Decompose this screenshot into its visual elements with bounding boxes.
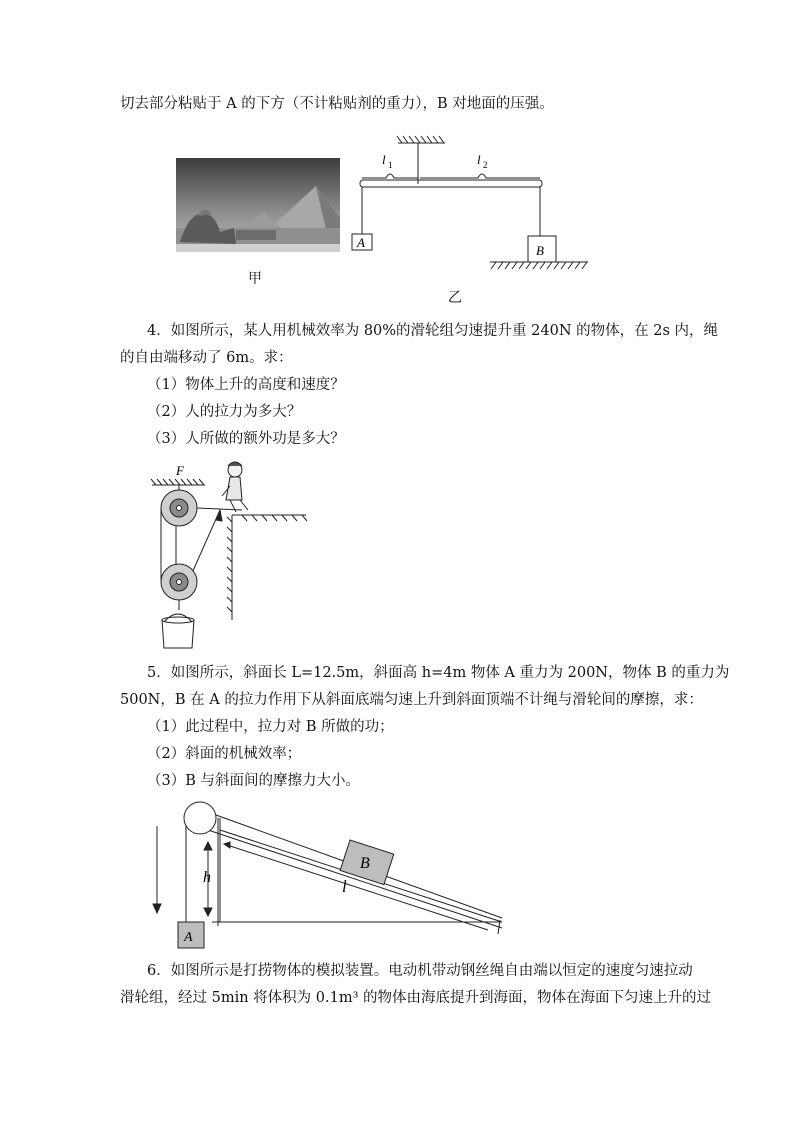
q5-part-1: （1）此过程中，拉力对 B 所做的功；: [147, 719, 394, 735]
pyramid-photo: [176, 158, 340, 252]
intro-line: 切去部分粘贴于 A 的下方（不计粘贴剂的重力），B 对地面的压强。: [120, 96, 554, 112]
label-A: A: [357, 235, 365, 250]
label-l2: l: [477, 152, 481, 167]
label-l2-sub: 2: [483, 160, 488, 170]
q5-stem-line2: 500N，B 在 A 的拉力作用下从斜面底端匀速上升到斜面顶端不计绳与滑轮间的摩擦，求：: [120, 692, 703, 708]
q6-stem-line2: 滑轮组，经过 5min 将体积为 0.1m³ 的物体由海底提升到海面，物体在海面下匀速上升的过: [120, 990, 712, 1006]
label-B: B: [536, 243, 544, 258]
incline-label-l: l: [342, 877, 347, 896]
photo-caption: 甲: [248, 271, 262, 287]
q5-part-3: （3）B 与斜面间的摩擦力大小。: [147, 773, 360, 789]
label-l1: l: [382, 152, 386, 167]
q4-part-3: （3）人所做的额外功是多大？: [147, 431, 345, 447]
incline-label-A: A: [184, 930, 193, 945]
q4-stem-line2: 的自由端移动了 6m。求：: [120, 350, 293, 366]
label-F: F: [176, 463, 184, 478]
q5-part-2: （2）斜面的机械效率；: [147, 746, 302, 762]
q6-stem-line1: 6．如图所示是打捞物体的模拟装置。电动机带动钢丝绳自由端以恒定的速度匀速拉动: [147, 963, 693, 979]
q4-part-1: （1）物体上升的高度和速度？: [147, 377, 345, 393]
incline-label-h: h: [203, 869, 211, 886]
q4-part-2: （2）人的拉力为多大？: [147, 404, 302, 420]
q5-stem-line1: 5．如图所示，斜面长 L=12.5m，斜面高 h=4m 物体 A 重力为 200N，物体 B 的重力为: [147, 665, 730, 681]
incline-label-B: B: [360, 855, 370, 872]
pulley-diagram: [150, 460, 310, 650]
diagram-caption: 乙: [448, 290, 462, 306]
lever-diagram: [350, 134, 600, 274]
q4-stem-line1: 4．如图所示，某人用机械效率为 80%的滑轮组匀速提升重 240N 的物体，在 2s 内，绳: [147, 323, 719, 339]
incline-diagram: [150, 800, 510, 950]
label-l1-sub: 1: [388, 160, 393, 170]
